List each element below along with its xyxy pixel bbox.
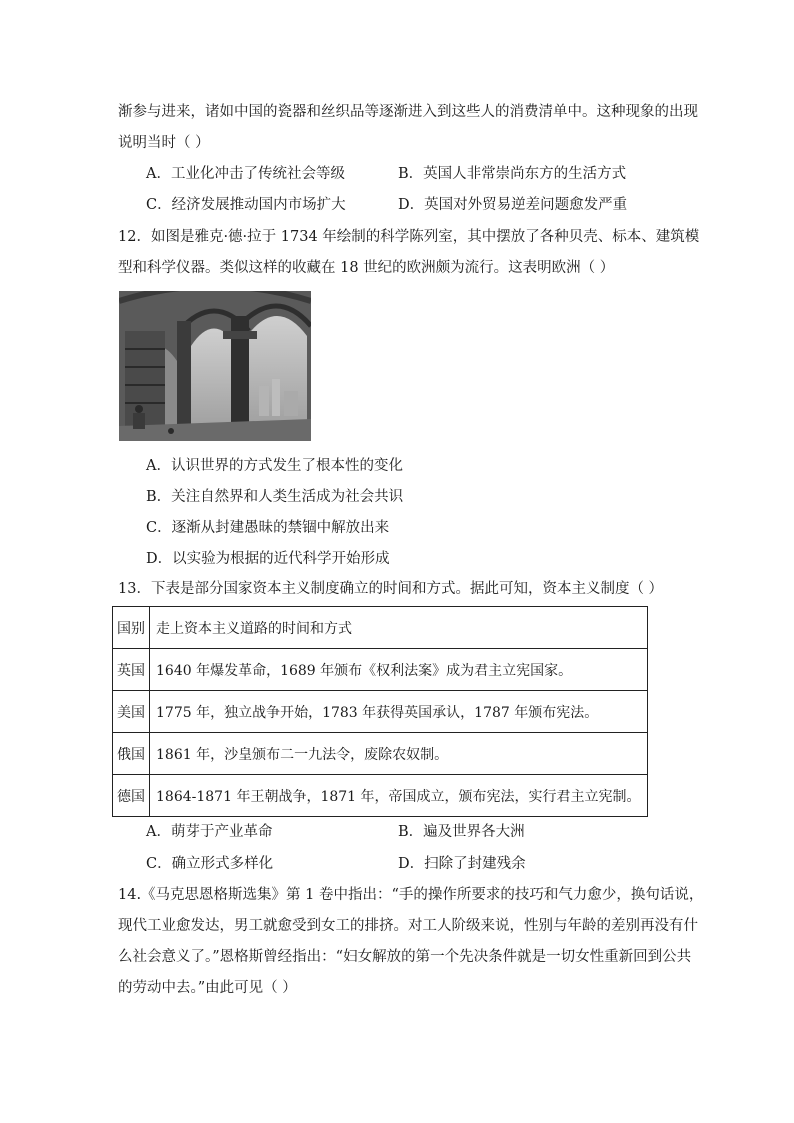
q11-stem-line-2: 说明当时（ ） — [118, 135, 210, 151]
table-row — [113, 775, 648, 817]
q14-stem-line-3: 么社会意义了。”恩格斯曾经指出：“妇女解放的第一个先决条件就是一切女性重新回到公共 — [118, 949, 692, 965]
q12-stem-line-2: 型和科学仪器。类似这样的收藏在 18 世纪的欧洲颇为流行。这表明欧洲（ ） — [118, 260, 615, 276]
q13-stem: 13．下表是部分国家资本主义制度确立的时间和方式。据此可知，资本主义制度（ ） — [118, 581, 664, 597]
table-cell-description: 1775 年，独立战争开始，1783 年获得英国承认，1787 年颁布宪法。 — [150, 691, 648, 733]
q13-option-a: A．萌芽于产业革命 — [146, 824, 273, 840]
table-cell-description: 1861 年，沙皇颁布二一九法令，废除农奴制。 — [150, 733, 648, 775]
q13-option-d: D．扫除了封建残余 — [398, 856, 526, 872]
q12-option-a: A．认识世界的方式发生了根本性的变化 — [146, 458, 403, 474]
cabinet-painting-image — [119, 291, 311, 441]
table-header-row — [113, 607, 648, 649]
table-header-cell: 走上资本主义道路的时间和方式 — [150, 607, 648, 649]
q13-option-c: C．确立形式多样化 — [146, 856, 274, 872]
q14-stem-line-2: 现代工业愈发达，男工就愈受到女工的排挤。对工人阶级来说，性别与年龄的差别再没有什 — [118, 918, 698, 934]
table-row — [113, 649, 648, 691]
q12-option-b: B．关注自然界和人类生活成为社会共识 — [146, 489, 404, 505]
q14-stem-line-4: 的劳动中去。”由此可见（ ） — [118, 980, 297, 996]
table-header-cell: 国别 — [113, 607, 150, 649]
capitalism-establishment-table — [112, 606, 648, 817]
q13-option-b: B．遍及世界各大洲 — [398, 824, 525, 840]
q12-option-d: D．以实验为根据的近代科学开始形成 — [146, 551, 390, 567]
table-cell-country: 俄国 — [113, 733, 150, 775]
q11-option-b: B．英国人非常崇尚东方的生活方式 — [398, 166, 627, 182]
table-cell-country: 英国 — [113, 649, 150, 691]
q11-option-a: A．工业化冲击了传统社会等级 — [146, 166, 345, 182]
q11-option-c: C．经济发展推动国内市场扩大 — [146, 197, 346, 213]
table-row — [113, 691, 648, 733]
q11-stem-line-1: 渐参与进来，诸如中国的瓷器和丝织品等逐渐进入到这些人的消费清单中。这种现象的出现 — [118, 104, 698, 120]
table-cell-country: 德国 — [113, 775, 150, 817]
q12-stem-line-1: 12．如图是雅克·德·拉于 1734 年绘制的科学陈列室，其中摆放了各种贝壳、标本、建筑模 — [118, 229, 700, 245]
table-cell-description: 1640 年爆发革命，1689 年颁布《权利法案》成为君主立宪国家。 — [150, 649, 648, 691]
table-cell-country: 美国 — [113, 691, 150, 733]
table-row — [113, 733, 648, 775]
table-cell-description: 1864-1871 年王朝战争，1871 年，帝国成立，颁布宪法，实行君主立宪制。 — [150, 775, 648, 817]
q11-option-d: D．英国对外贸易逆差问题愈发严重 — [398, 197, 628, 213]
q14-stem-line-1: 14.《马克思恩格斯选集》第 1 卷中指出：“手的操作所要求的技巧和气力愈少，换句话说， — [118, 887, 704, 903]
q12-option-c: C．逐渐从封建愚昧的禁锢中解放出来 — [146, 520, 390, 536]
